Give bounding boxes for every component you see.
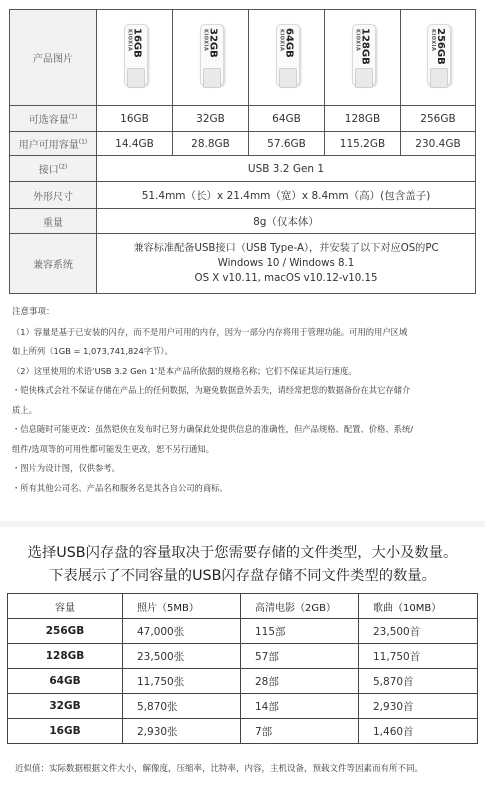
spec-row-weight xyxy=(10,209,476,234)
capacity-value: 16GB xyxy=(97,106,173,132)
table-row xyxy=(8,619,478,644)
table-row xyxy=(8,719,478,744)
photos-cell: 23,500张 xyxy=(123,644,241,669)
interface-value: USB 3.2 Gen 1 xyxy=(97,156,476,182)
photos-cell: 2,930张 xyxy=(123,719,241,744)
drive-brand: KIOXIA xyxy=(202,29,209,52)
compat-line: Windows 10 / Windows 8.1 xyxy=(217,258,355,269)
column-header: 歌曲（10MB） xyxy=(359,594,478,619)
spec-row-interface xyxy=(10,156,476,182)
note-line: 组件/选项等的可用性都可能发生更改，恕不另行通知。 xyxy=(12,443,214,454)
product-image-cell xyxy=(325,10,401,106)
column-header: 照片（5MB） xyxy=(123,594,241,619)
drive-capacity: 64GB xyxy=(283,28,295,58)
drive-capacity: 16GB xyxy=(131,28,143,58)
capacity-value: 128GB xyxy=(325,106,401,132)
drive-brand: KIOXIA xyxy=(278,29,285,52)
drive-brand: KIOXIA xyxy=(354,29,361,52)
product-image-cell xyxy=(173,10,249,106)
capacity-cell: 128GB xyxy=(8,644,123,669)
row-label: 外形尺寸 xyxy=(10,182,97,209)
note-line: ・所有其他公司名、产品名和服务名是其各自公司的商标。 xyxy=(12,482,228,493)
spec-row-compat xyxy=(10,234,476,294)
weight-value: 8g（仅本体） xyxy=(97,209,476,234)
table-row xyxy=(8,694,478,719)
dimensions-value: 51.4mm（长）x 21.4mm（宽）x 8.4mm（高）(包含盖子) xyxy=(97,182,476,209)
section-divider xyxy=(0,521,485,527)
row-label: 可选容量$^{(1)}$ xyxy=(10,106,97,132)
usable-value: 57.6GB xyxy=(249,132,325,156)
usable-value: 230.4GB xyxy=(401,132,476,156)
usb-drive-image xyxy=(348,24,378,88)
note-line: （2）这里使用的术语‘USB 3.2 Gen 1’是本产品所依据的规格名称；它们不保证其运行速度。 xyxy=(12,365,357,376)
note-line: 质上。 xyxy=(12,404,37,415)
table-header-row xyxy=(8,594,478,619)
capacity-cell: 64GB xyxy=(8,669,123,694)
spec-row-dimensions xyxy=(10,182,476,209)
movies-cell: 14部 xyxy=(241,694,359,719)
drive-brand: KIOXIA xyxy=(126,29,133,52)
songs-cell: 5,870首 xyxy=(359,669,478,694)
drive-capacity: 32GB xyxy=(207,28,219,58)
note-line: 如上所列（1GB = 1,073,741,824字节）。 xyxy=(12,346,173,356)
songs-cell: 1,460首 xyxy=(359,719,478,744)
spec-row-capacity xyxy=(10,106,476,132)
movies-cell: 57部 xyxy=(241,644,359,669)
movies-cell: 28部 xyxy=(241,669,359,694)
row-label: 重量 xyxy=(10,209,97,234)
row-label: 兼容系统 xyxy=(10,234,97,294)
capacity-value: 32GB xyxy=(173,106,249,132)
spec-table xyxy=(9,9,476,294)
spec-row-usable xyxy=(10,132,476,156)
note-line: ・图片为设计图，仅供参考。 xyxy=(12,463,120,473)
movies-cell: 7部 xyxy=(241,719,359,744)
note-line: （1）容量是基于已安装的闪存，而不是用户可用的内存，因为一部分内存将用于管理功能。可用的用户区域 xyxy=(12,326,408,337)
compat-line: OS X v10.11, macOS v10.12-v10.15 xyxy=(194,273,378,284)
table-row xyxy=(8,669,478,694)
column-header: 容量 xyxy=(8,594,123,619)
usb-drive-image xyxy=(120,24,150,88)
notes-section xyxy=(12,303,474,498)
capacity-cell: 256GB xyxy=(8,619,123,644)
drive-capacity: 256GB xyxy=(435,28,446,65)
column-header: 高清电影（2GB） xyxy=(241,594,359,619)
capacity-cell: 16GB xyxy=(8,719,123,744)
usable-value: 28.8GB xyxy=(173,132,249,156)
file-capacity-table xyxy=(7,593,478,744)
product-image-cell xyxy=(97,10,173,106)
photos-cell: 11,750张 xyxy=(123,669,241,694)
heading-line-2: 下表展示了不同容量的USB闪存盘存储不同文件类型的数量。 xyxy=(49,568,436,584)
heading-line-1: 选择USB闪存盘的容量取决于您需要存储的文件类型，大小及数量。 xyxy=(27,545,458,561)
songs-cell: 11,750首 xyxy=(359,644,478,669)
drive-brand: KIOXIA xyxy=(430,29,436,52)
compat-value xyxy=(97,234,476,294)
songs-cell: 2,930首 xyxy=(359,694,478,719)
movies-cell: 115部 xyxy=(241,619,359,644)
compat-line: 兼容标准配备USB接口（USB Type-A），并安装了以下对应OS的PC xyxy=(133,243,439,254)
songs-cell: 23,500首 xyxy=(359,619,478,644)
table-row xyxy=(8,644,478,669)
drive-capacity: 128GB xyxy=(359,28,371,65)
spec-row-image xyxy=(10,10,476,106)
capacity-cell: 32GB xyxy=(8,694,123,719)
usb-drive-image xyxy=(423,24,453,88)
capacity-value: 64GB xyxy=(249,106,325,132)
note-line: ・铠侠株式会社不保证存储在产品上的任何数据，为避免数据意外丢失，请经常把您的数据备份在其它存储介 xyxy=(12,385,411,395)
photos-cell: 5,870张 xyxy=(123,694,241,719)
usb-drive-image xyxy=(272,24,302,88)
product-image-cell xyxy=(401,10,476,106)
photos-cell: 47,000张 xyxy=(123,619,241,644)
usb-drive-image xyxy=(196,24,226,88)
notes-title: 注意事项： xyxy=(12,307,55,317)
row-label: 产品图片 xyxy=(10,10,97,106)
row-label: 用户可用容量$^{(1)}$ xyxy=(10,132,97,156)
usable-value: 14.4GB xyxy=(97,132,173,156)
usable-value: 115.2GB xyxy=(325,132,401,156)
row-label: 接口$^{(2)}$ xyxy=(10,156,97,182)
product-image-cell xyxy=(249,10,325,106)
capacity-value: 256GB xyxy=(401,106,476,132)
footer-note: 近似值：实际数据根据文件大小，解像度，压缩率，比特率，内容，主机设备，预载文件等因素而有所不同。 xyxy=(15,764,424,774)
note-line: ・信息随时可能更改：虽然铠侠在发布时已努力确保此处提供信息的准确性，但产品规格、配置、价格、系统/ xyxy=(12,424,414,434)
